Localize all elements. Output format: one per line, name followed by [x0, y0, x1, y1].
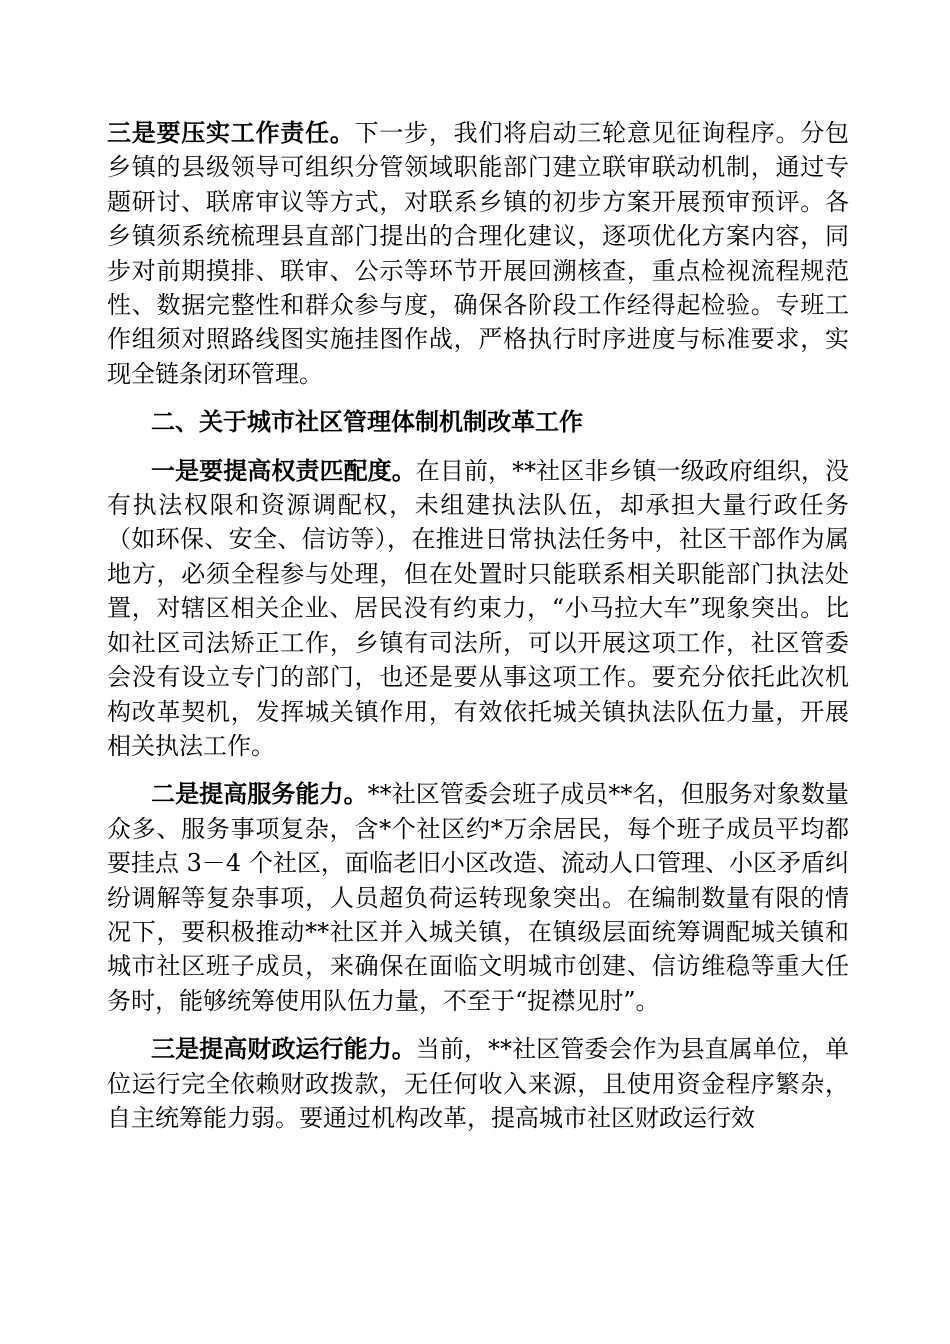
paragraph-power-responsibility — [107, 454, 849, 764]
paragraph-fiscal-capacity — [107, 1032, 849, 1135]
paragraph-text: 下一步，我们将启动三轮意见征询程序。分包乡镇的县级领导可组织分管领域职能部门建立联审联动机制，通过专题研讨、联席审议等方式，对联系乡镇的初步方案开展预审预评。各乡镇须系统梳理县直部门提出的合理化建议，逐项优化方案内容，同步对前期摸排、联审、公示等环节开展回溯核查，重点检视流程规范性、数据完整性和群众参与度，确保各阶段工作经得起检验。专班工作组须对照路线图实施挂图作战，严格执行时序进度与标准要求，实现全链条闭环管理。 — [107, 119, 850, 388]
paragraph-work-responsibility — [107, 116, 849, 391]
paragraph-lead: 三是提高财政运行能力。 — [151, 1035, 416, 1064]
paragraph-lead: 一是要提高权责匹配度。 — [151, 456, 416, 485]
document-page — [107, 116, 849, 1149]
paragraph-text: 在目前，**社区非乡镇一级政府组织，没有执法权限和资源调配权，未组建执法队伍，却承担大量行政任务（如环保、安全、信访等），在推进日常执法任务中，社区干部作为属地方，必须全程参与处理，但在处置时只能联系相关职能部门执法处置，对辖区相关企业、居民没有约束力，“小马拉大车”现象突出。比如社区司法矫正工作，乡镇有司法所，可以开展这项工作，社区管委会没有设立专门的部门，也还是要从事这项工作。要充分依托此次机构改革契机，发挥城关镇作用，有效依托城关镇执法队伍力量，开展相关执法工作。 — [107, 456, 850, 760]
paragraph-lead: 三是要压实工作责任。 — [107, 119, 355, 147]
paragraph-service-capacity — [107, 777, 849, 1018]
paragraph-text: **社区管委会班子成员**名，但服务对象数量众多、服务事项复杂，含*个社区约*万余居民，每个班子成员平均都要挂点 3－4 个社区，面临老旧小区改造、流动人口管理、小区矛盾纠纷调解等复杂事项，人员超负荷运转现象突出。在编制数量有限的情况下，要积极推动**社区并入城关镇，在镇级层面统筹调配城关镇和城市社区班子成员，来确保在面临文明城市创建、信访维稳等重大任务时，能够统筹使用队伍力量，不至于“捉襟见肘”。 — [107, 780, 850, 1015]
paragraph-text: 当前，**社区管委会作为县直属单位，单位运行完全依赖财政拨款，无任何收入来源，且使用资金程序繁杂，自主统筹能力弱。要通过机构改革，提高城市社区财政运行效 — [107, 1035, 850, 1132]
section-heading: 二、关于城市社区管理体制机制改革工作 — [151, 408, 583, 437]
paragraph-lead: 二是提高服务能力。 — [151, 780, 368, 809]
